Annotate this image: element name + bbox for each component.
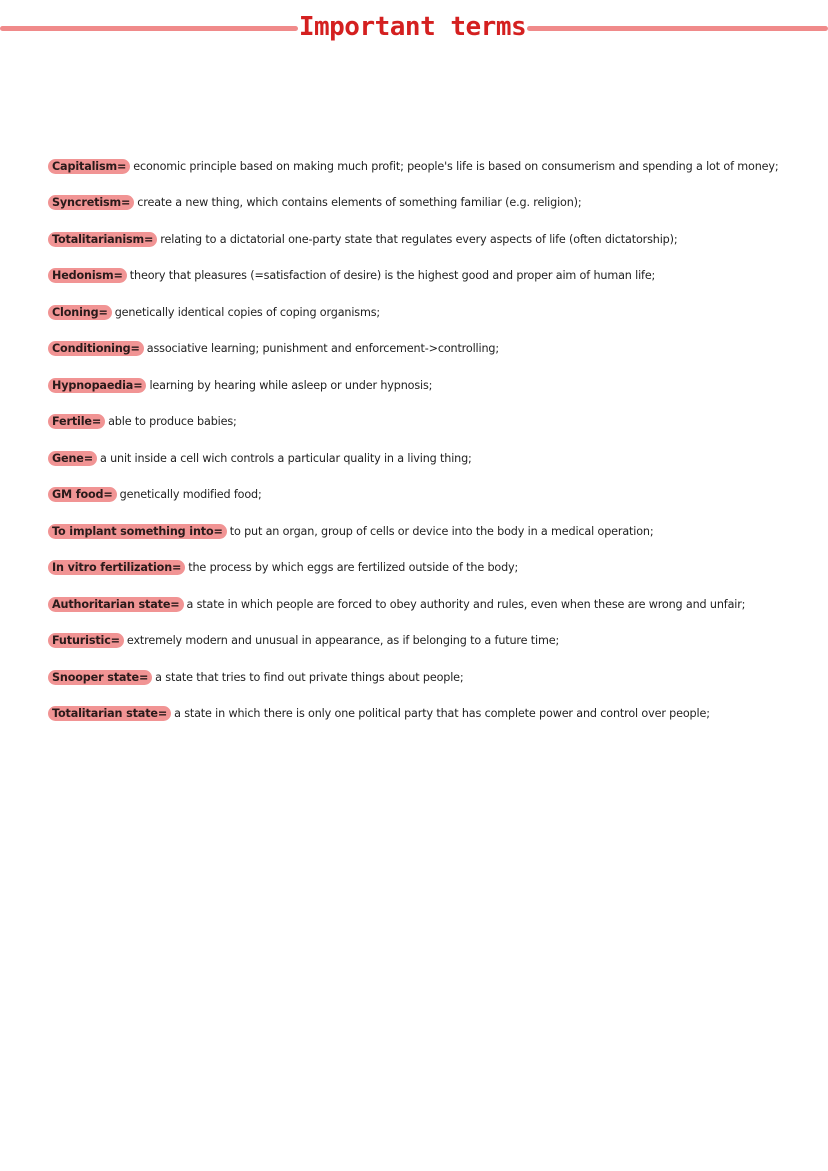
term-item [48, 404, 824, 441]
term-name: Totalitarian state= [48, 706, 171, 721]
term-definition: to put an organ, group of cells or device into the body in a medical operation; [229, 524, 654, 538]
term-item [48, 550, 824, 587]
term-item [48, 258, 824, 295]
term-definition: genetically identical copies of coping organisms; [114, 305, 381, 319]
term-definition: the process by which eggs are fertilized outside of the body; [188, 561, 519, 575]
page-title: Important terms [298, 12, 527, 42]
term-item [48, 477, 824, 514]
term-definition: a unit inside a cell wich controls a particular quality in a living thing; [99, 451, 472, 465]
term-name: Totalitarianism= [48, 232, 157, 247]
term-item [48, 331, 824, 368]
term-item [48, 148, 824, 185]
term-item [48, 623, 824, 660]
term-name: GM food= [48, 487, 117, 502]
term-name: Syncretism= [48, 195, 134, 210]
term-definition: relating to a dictatorial one-party state that regulates every aspects of life (often dictatorship); [160, 232, 678, 246]
term-name: Capitalism= [48, 159, 130, 174]
term-definition: economic principle based on making much profit; people's life is based on consumerism and spending a lot of money; [133, 159, 779, 173]
term-definition: associative learning; punishment and enforcement->controlling; [146, 342, 499, 356]
term-name: Snooper state= [48, 670, 152, 685]
term-item [48, 221, 824, 258]
terms-list [48, 148, 824, 732]
term-definition: extremely modern and unusual in appearance, as if belonging to a future time; [126, 634, 560, 648]
term-name: Conditioning= [48, 341, 144, 356]
term-name: In vitro fertilization= [48, 560, 185, 575]
term-definition: create a new thing, which contains elements of something familiar (e.g. religion); [137, 196, 582, 210]
term-item [48, 586, 824, 623]
term-item [48, 440, 824, 477]
term-name: To implant something into= [48, 524, 227, 539]
term-definition: theory that pleasures (=satisfaction of desire) is the highest good and proper aim of human life; [129, 269, 656, 283]
term-definition: learning by hearing while asleep or under hypnosis; [149, 378, 433, 392]
term-name: Hedonism= [48, 268, 127, 283]
term-item [48, 696, 824, 733]
term-definition: a state that tries to find out private things about people; [155, 670, 464, 684]
term-name: Gene= [48, 451, 97, 466]
term-item [48, 659, 824, 696]
term-definition: a state in which people are forced to obey authority and rules, even when these are wrong and unfair; [186, 597, 746, 611]
term-definition: a state in which there is only one political party that has complete power and control over people; [174, 707, 710, 721]
title-rule-left [0, 26, 298, 31]
term-name: Authoritarian state= [48, 597, 184, 612]
title-rule-right [527, 26, 828, 31]
term-name: Futuristic= [48, 633, 124, 648]
title-row [0, 10, 828, 46]
term-item [48, 185, 824, 222]
term-name: Cloning= [48, 305, 112, 320]
term-name: Fertile= [48, 414, 105, 429]
term-item [48, 513, 824, 550]
term-item [48, 367, 824, 404]
term-definition: genetically modified food; [119, 488, 262, 502]
term-item [48, 294, 824, 331]
term-name: Hypnopaedia= [48, 378, 146, 393]
term-definition: able to produce babies; [108, 415, 237, 429]
